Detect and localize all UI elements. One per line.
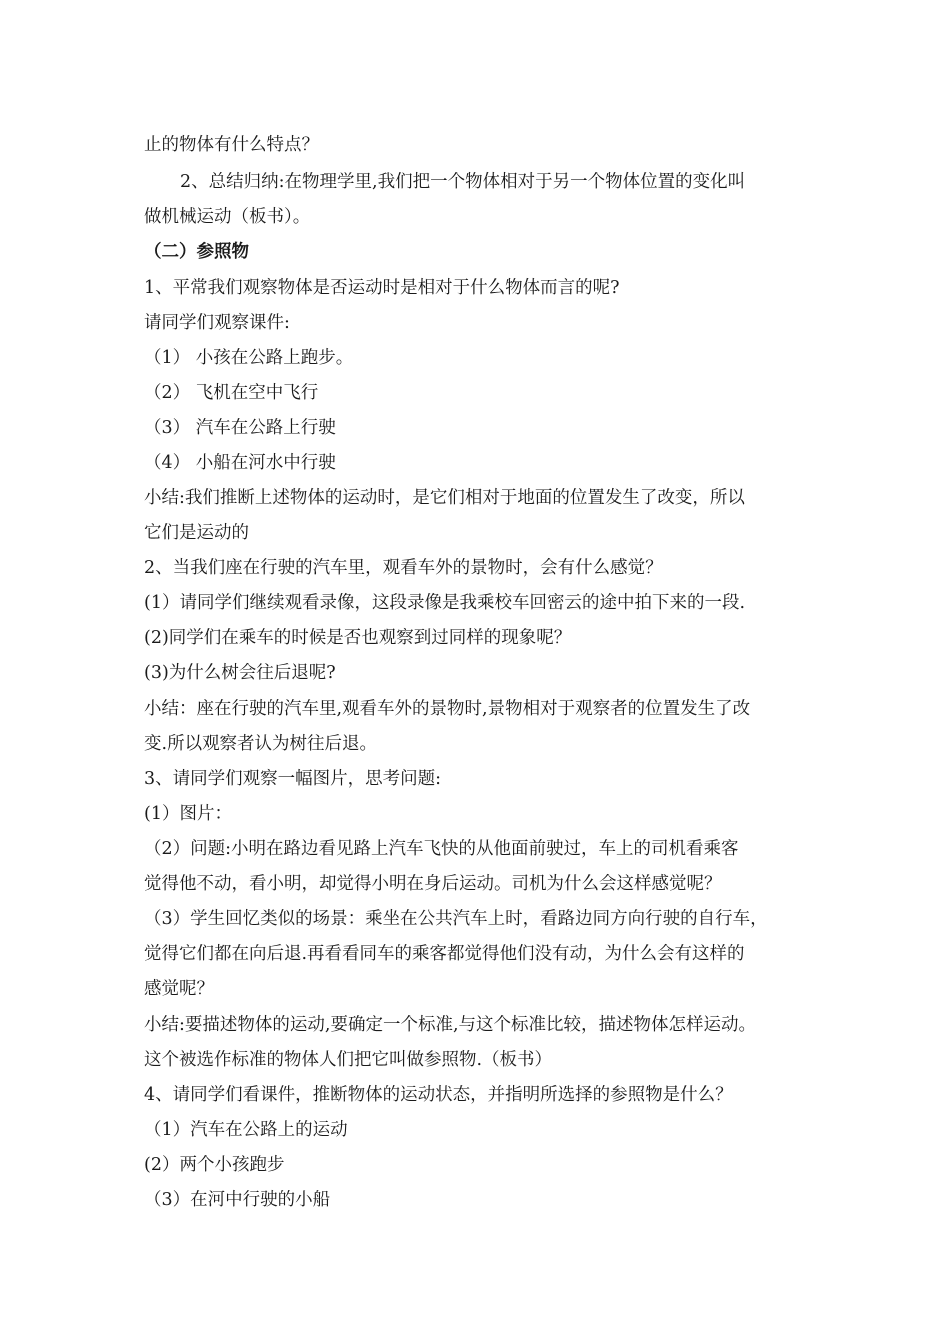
text-line: 做机械运动（板书）。 xyxy=(144,207,311,227)
text-line: 止的物体有什么特点？ xyxy=(144,135,319,155)
list-item: (2)同学们在乘车的时候是否也观察到过同样的现象呢？ xyxy=(144,628,572,648)
text-line: 2、总结归纳:在物理学里,我们把一个物体相对于另一个物体位置的变化叫 xyxy=(180,172,746,192)
text-line: 觉得它们都在向后退.再看看同车的乘客都觉得他们没有动，为什么会有这样的 xyxy=(144,944,745,964)
text-line: 觉得他不动，看小明，却觉得小明在身后运动。司机为什么会这样感觉呢？ xyxy=(144,874,722,894)
section-heading: （二）参照物 xyxy=(144,242,249,262)
text-line: 小结:要描述物体的运动,要确定一个标准,与这个标准比较，描述物体怎样运动。 xyxy=(144,1015,757,1035)
text-line: 这个被选作标准的物体人们把它叫做参照物.（板书） xyxy=(144,1050,553,1070)
list-item: (1）图片： xyxy=(144,804,232,824)
list-item: (1）请同学们继续观看录像，这段录像是我乘校车回密云的途中拍下来的一段. xyxy=(144,593,746,613)
list-item: (3)为什么树会往后退呢? xyxy=(144,663,336,683)
list-item: （2） 飞机在空中飞行 xyxy=(144,383,319,403)
text-line: 它们是运动的 xyxy=(144,523,249,543)
text-line: 1、平常我们观察物体是否运动时是相对于什么物体而言的呢? xyxy=(144,278,620,298)
text-line: 4、请同学们看课件，推断物体的运动状态，并指明所选择的参照物是什么？ xyxy=(144,1085,733,1105)
text-line: 2、当我们座在行驶的汽车里，观看车外的景物时，会有什么感觉？ xyxy=(144,558,663,578)
text-line: 请同学们观察课件: xyxy=(144,313,290,333)
text-line: 3、请同学们观察一幅图片，思考问题: xyxy=(144,769,442,789)
list-item: （2）问题:小明在路边看见路上汽车飞快的从他面前驶过，车上的司机看乘客 xyxy=(144,839,739,859)
list-item: （4） 小船在河水中行驶 xyxy=(144,453,336,473)
list-item: （3） 汽车在公路上行驶 xyxy=(144,418,336,438)
list-item: （1） 小孩在公路上跑步。 xyxy=(144,348,354,368)
list-item: (2）两个小孩跑步 xyxy=(144,1155,285,1175)
list-item: （3）在河中行驶的小船 xyxy=(144,1190,331,1210)
list-item: （3）学生回忆类似的场景：乘坐在公共汽车上时，看路边同方向行驶的自行车， xyxy=(144,909,768,929)
text-line: 小结：座在行驶的汽车里,观看车外的景物时,景物相对于观察者的位置发生了改 xyxy=(144,699,751,719)
text-line: 感觉呢？ xyxy=(144,979,214,999)
text-line: 小结:我们推断上述物体的运动时，是它们相对于地面的位置发生了改变，所以 xyxy=(144,488,745,508)
text-line: 变.所以观察者认为树往后退。 xyxy=(144,734,378,754)
list-item: （1）汽车在公路上的运动 xyxy=(144,1120,348,1140)
